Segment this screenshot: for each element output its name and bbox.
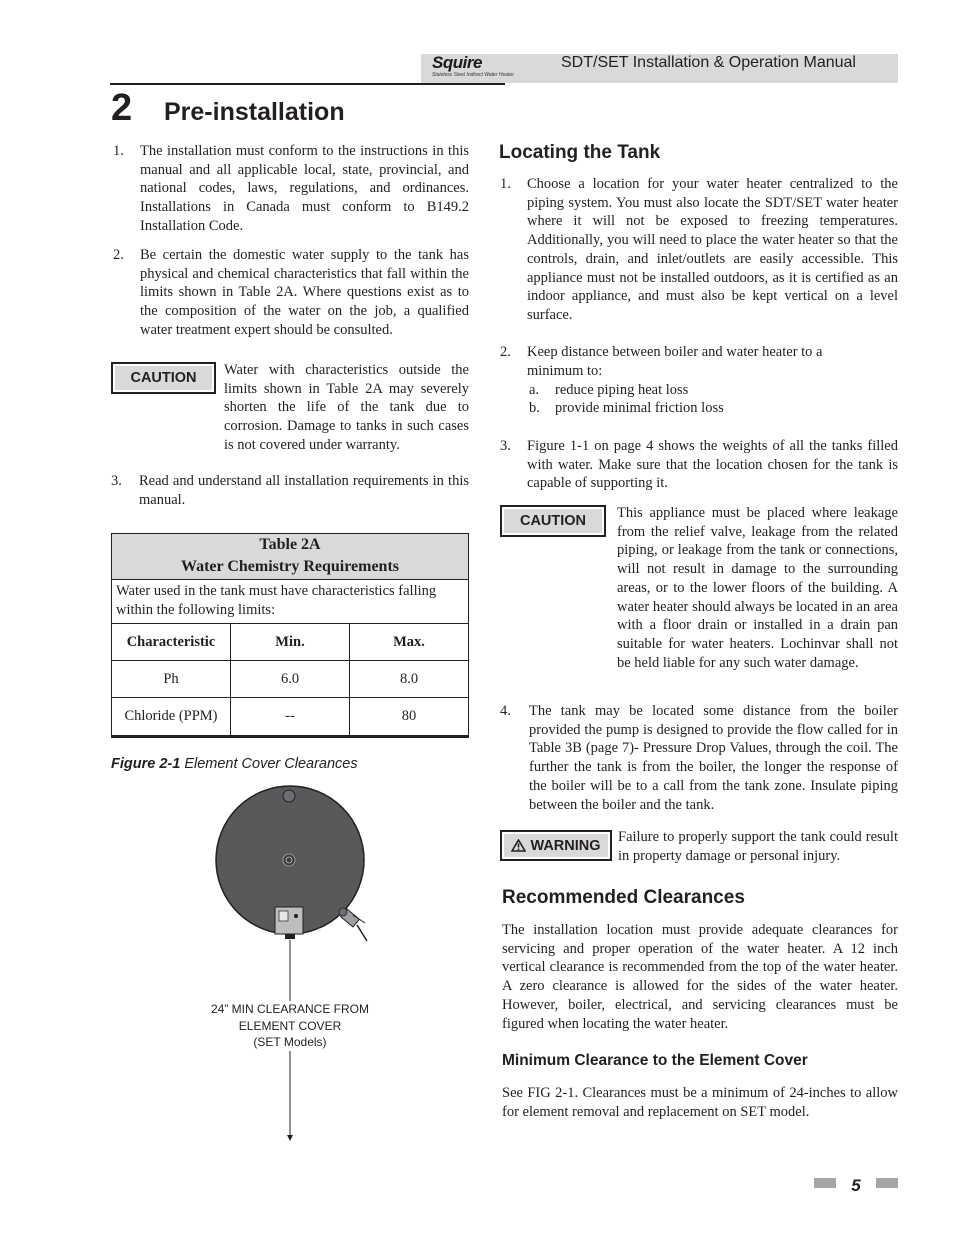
right-item-2-text: Keep distance between boiler and water heater to a minimum to: xyxy=(527,344,823,379)
squire-logo xyxy=(432,53,512,80)
sub-item-b-text: provide minimal friction loss xyxy=(555,400,724,416)
warning-label: WARNING xyxy=(530,837,601,854)
right-item-2-number: 2. xyxy=(500,344,511,360)
clearance-callout xyxy=(200,1001,380,1051)
table-row xyxy=(112,698,468,735)
logo-wordmark: Squire xyxy=(432,53,482,72)
warning-text: Failure to properly support the tank could result in property damage or personal injury. xyxy=(618,829,898,864)
table-title-line1: Table 2A xyxy=(259,536,321,553)
table-note: Water used in the tank must have characteristics falling within the following limits: xyxy=(112,580,468,624)
table-header-cell: Characteristic xyxy=(112,624,231,660)
table-title xyxy=(112,534,468,580)
table-cell: Chloride (PPM) xyxy=(112,698,231,735)
left-item-2-text: Be certain the domestic water supply to the tank has physical and chemical characteristics that fall within the limits shown in Table 2A. Where questions exist as to the composition of the water on the job, a qualified water treatment expert should be consulted. xyxy=(140,247,469,338)
clearances-text: The installation location must provide adequate clearances for servicing and proper operation of the water heater. A 12 inch vertical clearance is recommended from the top of the water heater. A zero clearance is allowed for the sides of the water heater. However, boiler, electrical, and servicing clearances must be figured when locating the water heater. xyxy=(502,922,898,1032)
clearance-callout-line3: (SET Models) xyxy=(253,1035,327,1049)
left-item-1-number: 1. xyxy=(113,143,124,159)
tank-center-fitting xyxy=(283,854,295,866)
right-item-4-text: The tank may be located some distance from the boiler provided the pump is designed to provide the flow called for in Table 3B (page 7)- Pressure Drop Values, through the coil. The further the tank is from the boiler, the longer the response of the boiler will be to a call from the tank zone. Insulate piping between the boiler and the tank. xyxy=(529,703,898,813)
min-clearance-heading: Minimum Clearance to the Element Cover xyxy=(502,1052,808,1069)
footer-bar-right xyxy=(876,1178,898,1188)
locating-heading: Locating the Tank xyxy=(499,142,661,163)
figure-title: Element Cover Clearances xyxy=(184,756,358,772)
clearance-arrow-head xyxy=(287,1135,293,1141)
left-item-1-text: The installation must conform to the instructions in this manual and all applicable local, state, provincial, and national codes, laws, regulations, and ordinances. Installations in Canada must conform to B149.2 Installation Code. xyxy=(140,143,469,234)
page-number: 5 xyxy=(851,1176,861,1195)
tank-fitting-top xyxy=(283,790,295,802)
manual-title: SDT/SET Installation & Operation Manual xyxy=(561,54,856,71)
left-item-3-text: Read and understand all installation requirements in this manual. xyxy=(139,473,469,508)
table-header-cell: Max. xyxy=(393,633,425,650)
clearance-callout-line2: ELEMENT COVER xyxy=(238,1018,342,1033)
table-cell: 6.0 xyxy=(231,661,350,697)
element-connector xyxy=(285,934,295,939)
left-item-2-number: 2. xyxy=(113,247,124,263)
tank-top-view-diagram xyxy=(205,785,395,1145)
section-number: 2 xyxy=(111,87,133,129)
min-clearance-text: See FIG 2-1. Clearances must be a minimum of 24-inches to allow for element removal and replacement on SET model. xyxy=(502,1085,898,1120)
clearances-heading: Recommended Clearances xyxy=(502,887,745,908)
water-chemistry-table xyxy=(111,533,469,738)
footer-bar-left xyxy=(814,1178,836,1188)
left-item-3-number: 3. xyxy=(111,473,122,489)
logo-tagline: Stainless Steel Indirect Water Heater xyxy=(432,72,514,78)
table-cell: 8.0 xyxy=(399,670,419,687)
sub-item-a-letter: a. xyxy=(529,382,540,398)
right-item-3-text: Figure 1-1 on page 4 shows the weights of all the tanks filled with water. Make sure that the location chosen for the tank is capable of supporting it. xyxy=(527,438,898,492)
caution-text-right: This appliance must be placed where leakage from the relief valve, leakage from the related piping, or leakage from the tank or connections, will not result in damage to the surrounding areas, or to the lower floors of the building. A water heater should always be located in an area with a floor drain or installed in a drain pan suitable for water heaters. Lochinvar shall not be held liable for any such water damage. xyxy=(617,505,898,671)
table-title-line2: Water Chemistry Requirements xyxy=(180,558,400,575)
table-row xyxy=(112,661,468,698)
warning-triangle-icon xyxy=(511,839,526,852)
caution-text-left: Water with characteristics outside the limits shown in Table 2A may severely shorten the life of the tank due to corrosion. Damage to tanks in such cases is not covered under warranty. xyxy=(224,362,469,453)
header-rule xyxy=(110,83,505,85)
warning-badge xyxy=(500,830,612,861)
table-cell: 80 xyxy=(401,708,417,724)
right-item-1-number: 1. xyxy=(500,176,511,192)
table-header-row xyxy=(112,624,468,661)
table-header-cell: Min. xyxy=(231,624,350,660)
right-item-3-number: 3. xyxy=(500,438,511,454)
right-item-1-text: Choose a location for your water heater centralized to the piping system. You must also locate the SDT/SET water heater where it will not be exposed to freezing temperatures. Additionally, you will need to place the water heater so that the controls, drain, and inlet/outlets are easily accessible. This appliance must not be installed outdoors, as it is certified as an indoor appliance, and must also be kept vertical on a level surface. xyxy=(527,176,898,323)
figure-caption xyxy=(111,756,358,773)
caution-badge-right: CAUTION xyxy=(500,505,606,537)
table-cell: Ph xyxy=(112,661,231,697)
right-item-4-number: 4. xyxy=(500,703,511,719)
figure-label: Figure 2-1 xyxy=(111,756,181,772)
caution-badge-left: CAUTION xyxy=(111,362,216,394)
sub-item-b-letter: b. xyxy=(529,400,540,416)
section-title: Pre-installation xyxy=(164,98,345,126)
side-valve-fitting xyxy=(339,908,367,941)
table-cell: -- xyxy=(231,698,350,735)
sub-item-a-text: reduce piping heat loss xyxy=(555,382,689,398)
clearance-callout-line1: 24” MIN CLEARANCE FROM xyxy=(210,1002,370,1016)
